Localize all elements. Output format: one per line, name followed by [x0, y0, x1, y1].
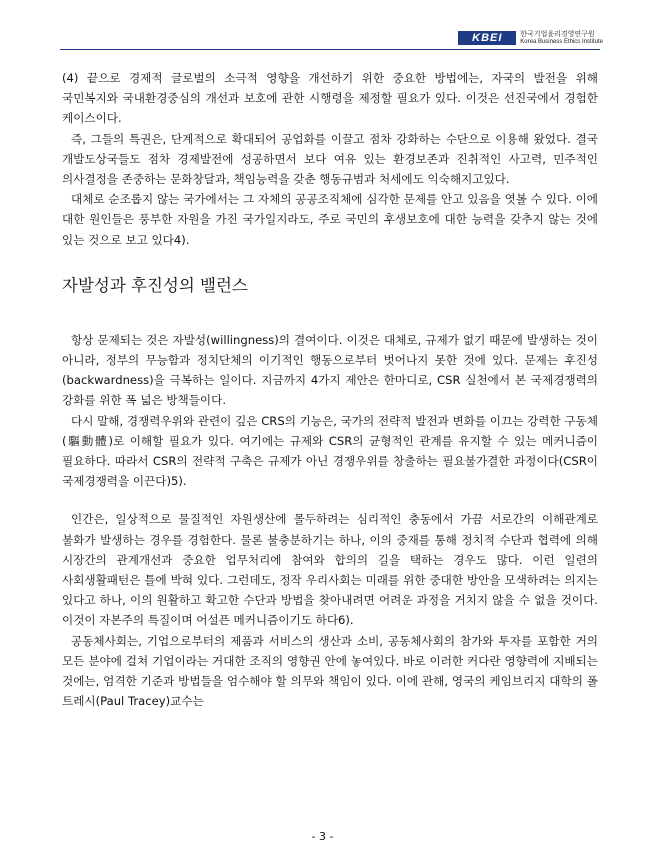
page-number: - 3 -	[311, 830, 334, 843]
institute-name-korean: 한국기업윤리경영연구원	[520, 30, 595, 38]
paragraph: 항상 문제되는 것은 자발성(willingness)의 결여이다. 이것은 대체로, 규제가 없기 때문에 발생하는 것이 아니라, 정부의 무능함과 정치단체의 이기적인 행동으로부터 벗어나지 못한 것에 있다. 문제는 후진성(backwardness)을 극복하는 일이다. 지금까지 4가지 제안은 한마디로, CSR 실천에서 본 국제경쟁력의 강화를 위한 폭 넓은 방책들이다.	[62, 332, 598, 408]
paragraph: 공동체사회는, 기업으로부터의 제품과 서비스의 생산과 소비, 공동체사회의 참가와 투자를 포함한 거의 모든 분야에 걸쳐 기업이라는 거대한 조직의 영향권 안에 놓여있다. 바로 이러한 커다란 영향력에 지배되는 것에는, 엄격한 기준과 방법들을 엄수해야 할 의무와 책임이 있다. 이에 관해, 영국의 케임브리지 대학의 폴 트레시(Paul Tracey)교수는	[62, 633, 598, 709]
paragraph: 다시 말해, 경쟁력우위와 관련이 깊은 CRS의 기능은, 국가의 전략적 발전과 변화를 이끄는 강력한 구동체(驅動體)로 이해할 필요가 있다. 여기에는 규제와 CSR의 균형적인 관계를 유지할 수 있는 메커니즘이 필요하다. 따라서 CSR의 전략적 구축은 규제가 아닌 경쟁우위를 창출하는 필요불가결한 과정이다(CSR이 국제경쟁력을 이끈다)5).	[62, 413, 598, 489]
header-rule	[60, 49, 600, 50]
document-body	[62, 68, 598, 711]
paragraph: 인간은, 일상적으로 물질적인 자원생산에 몰두하려는 심리적인 충동에서 가끔 서로간의 이해관계로 불화가 발생하는 경우를 경험한다. 물론 불충분하기는 하나, 이의 중재를 통해 정치적 수단과 협력에 의해 시장간의 관계개선과 중요한 업무처리에 참여와 합의의 길을 택하는 경우도 많다. 이런 일련의 사회생활패턴은 틀에 박혀 있다. 그런데도, 정작 우리사회는 미래를 위한 중대한 방안을 모색하려는 의지는 있다고 하나, 이의 원활하고 확고한 수단과 방법을 찾아내려면 어려운 과정을 거치지 않을 수 없을 것이다. 이것이 자본주의 특질이며 어설픈 메커니즘이기도 하다6).	[62, 512, 598, 628]
institute-name-english: Korea Business Ethics Institute	[520, 39, 603, 45]
page-header	[458, 30, 603, 46]
kbei-logo: KBEI	[458, 31, 516, 45]
paragraph: (4) 끝으로 경제적 글로벌의 소극적 영향을 개선하기 위한 중요한 방법에는, 자국의 발전을 위해 국민복지와 국내환경중심의 개선과 보호에 관한 시행령을 제정할 필요가 있다. 이것은 선진국에서 경험한 케이스이다.	[62, 71, 598, 126]
section-heading: 자발성과 후진성의 밸런스	[62, 275, 248, 295]
institute-name	[520, 30, 603, 46]
paragraph: 즉, 그들의 특권은, 단계적으로 확대되어 공업화를 이끌고 점차 강화하는 수단으로 이용해 왔었다. 결국 개발도상국들도 점차 경제발전에 성공하면서 보다 여유 있는 환경보존과 진취적인 사고력, 민주적인 의사결정을 존중하는 문화창달과, 책임능력을 갖춘 행동규범과 처세에도 익숙해지고있다.	[62, 131, 598, 187]
paragraph: 대체로 순조롭지 않는 국가에서는 그 자체의 공공조직체에 심각한 문제를 안고 있음을 엿볼 수 있다. 이에 대한 원인들은 풍부한 자원을 가진 국가일지라도, 주로 국민의 후생보호에 대한 능력을 갖추지 않는 것에 있는 것으로 보고 있다4).	[62, 192, 598, 247]
